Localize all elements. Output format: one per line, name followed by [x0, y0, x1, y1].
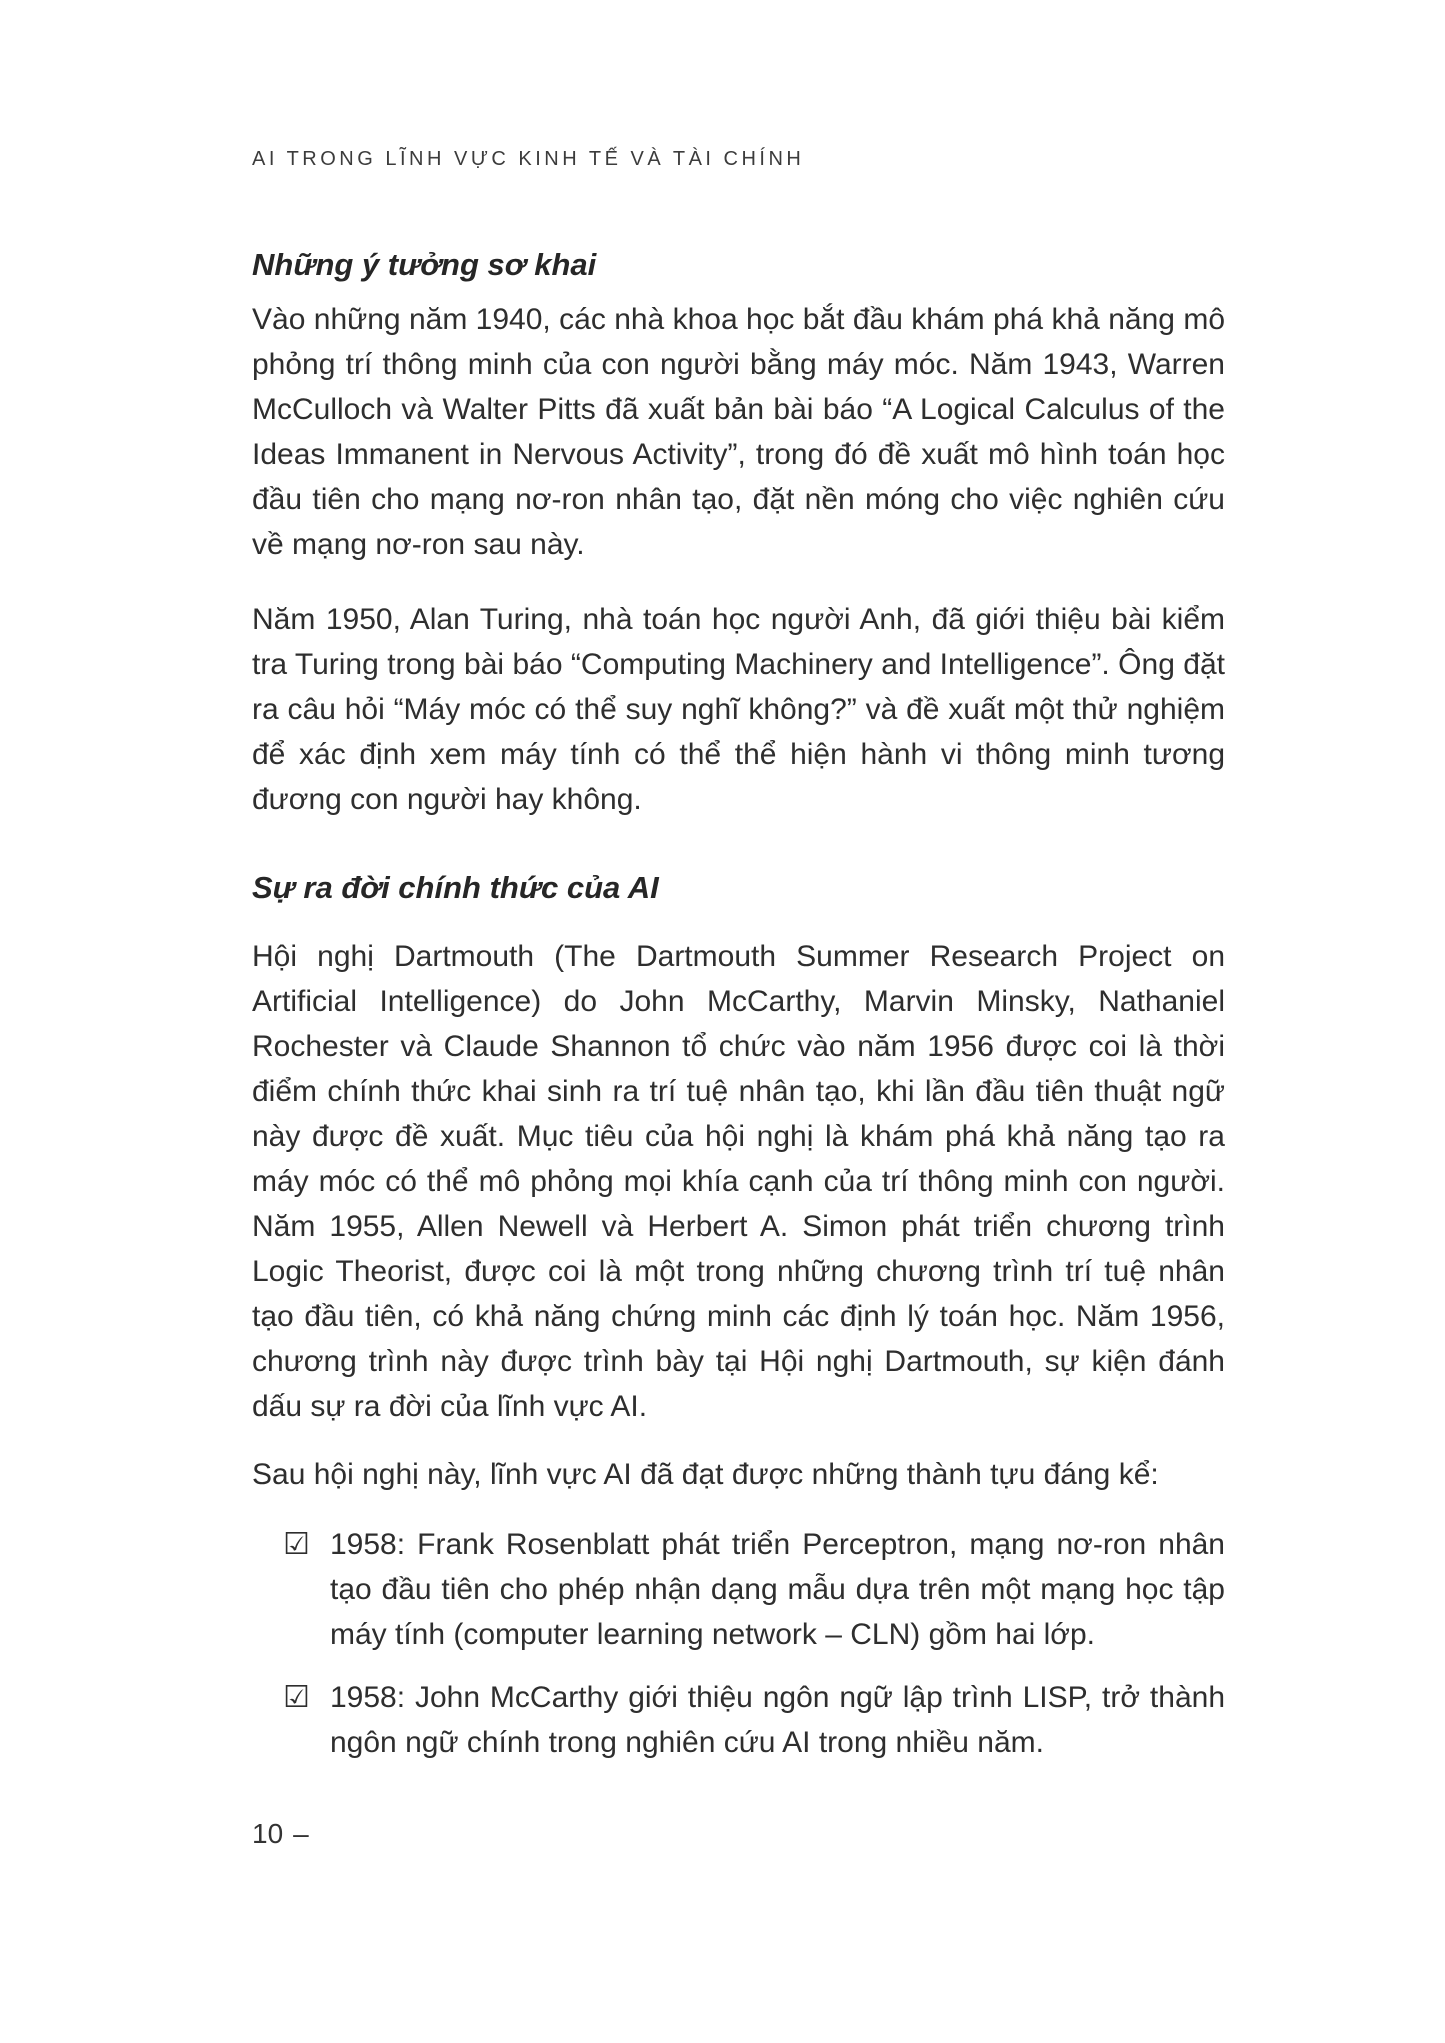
checked-checkbox-icon: ☑	[283, 1528, 310, 1561]
achievement-checklist	[252, 1522, 1225, 1765]
list-item	[252, 1522, 1225, 1657]
paragraph: Hội nghị Dartmouth (The Dartmouth Summer Research Project on Artificial Intelligence) do John McCarthy, Marvin Minsky, Nathaniel Rochester và Claude Shannon tổ chức vào năm 1956 được coi là thời điểm chính thức khai sinh ra trí tuệ nhân tạo, khi lần đầu tiên thuật ngữ này được đề xuất. Mục tiêu của hội nghị là khám phá khả năng tạo ra máy móc có thể mô phỏng mọi khía cạnh của trí thông minh con người. Năm 1955, Allen Newell và Herbert A. Simon phát triển chương trình Logic Theorist, được coi là một trong những chương trình trí tuệ nhân tạo đầu tiên, có khả năng chứng minh các định lý toán học. Năm 1956, chương trình này được trình bày tại Hội nghị Dartmouth, sự kiện đánh dấu sự ra đời của lĩnh vực AI.	[252, 940, 1225, 1423]
footer-dash: –	[293, 1818, 309, 1849]
list-item	[252, 1675, 1225, 1765]
checked-checkbox-icon: ☑	[283, 1681, 310, 1714]
page-content	[252, 147, 1225, 1851]
section-heading-birth-of-ai: Sự ra đời chính thức của AI	[252, 870, 659, 905]
list-lead-in: Sau hội nghị này, lĩnh vực AI đã đạt được những thành tựu đáng kể:	[252, 1458, 1159, 1491]
section-heading-early-ideas: Những ý tưởng sơ khai	[252, 247, 597, 282]
paragraph: Vào những năm 1940, các nhà khoa học bắt đầu khám phá khả năng mô phỏng trí thông minh của con người bằng máy móc. Năm 1943, Warren McCulloch và Walter Pitts đã xuất bản bài báo “A Logical Calculus of the Ideas Immanent in Nervous Activity”, trong đó đề xuất mô hình toán học đầu tiên cho mạng nơ-ron nhân tạo, đặt nền móng cho việc nghiên cứu về mạng nơ-ron sau này.	[252, 303, 1225, 561]
running-header: AI TRONG LĨNH VỰC KINH TẾ VÀ TÀI CHÍNH	[252, 148, 805, 170]
list-item-text: 1958: Frank Rosenblatt phát triển Perceptron, mạng nơ-ron nhân tạo đầu tiên cho phép nhận dạng mẫu dựa trên một mạng học tập máy tính (computer learning network – CLN) gồm hai lớp.	[330, 1528, 1225, 1651]
list-item-text: 1958: John McCarthy giới thiệu ngôn ngữ lập trình LISP, trở thành ngôn ngữ chính trong nghiên cứu AI trong nhiều năm.	[330, 1681, 1225, 1759]
paragraph: Năm 1950, Alan Turing, nhà toán học người Anh, đã giới thiệu bài kiểm tra Turing trong bài báo “Computing Machinery and Intelligence”. Ông đặt ra câu hỏi “Máy móc có thể suy nghĩ không?” và đề xuất một thử nghiệm để xác định xem máy tính có thể thể hiện hành vi thông minh tương đương con người hay không.	[252, 603, 1225, 816]
page-footer	[252, 1817, 1225, 1851]
page-number: 10	[252, 1818, 284, 1849]
